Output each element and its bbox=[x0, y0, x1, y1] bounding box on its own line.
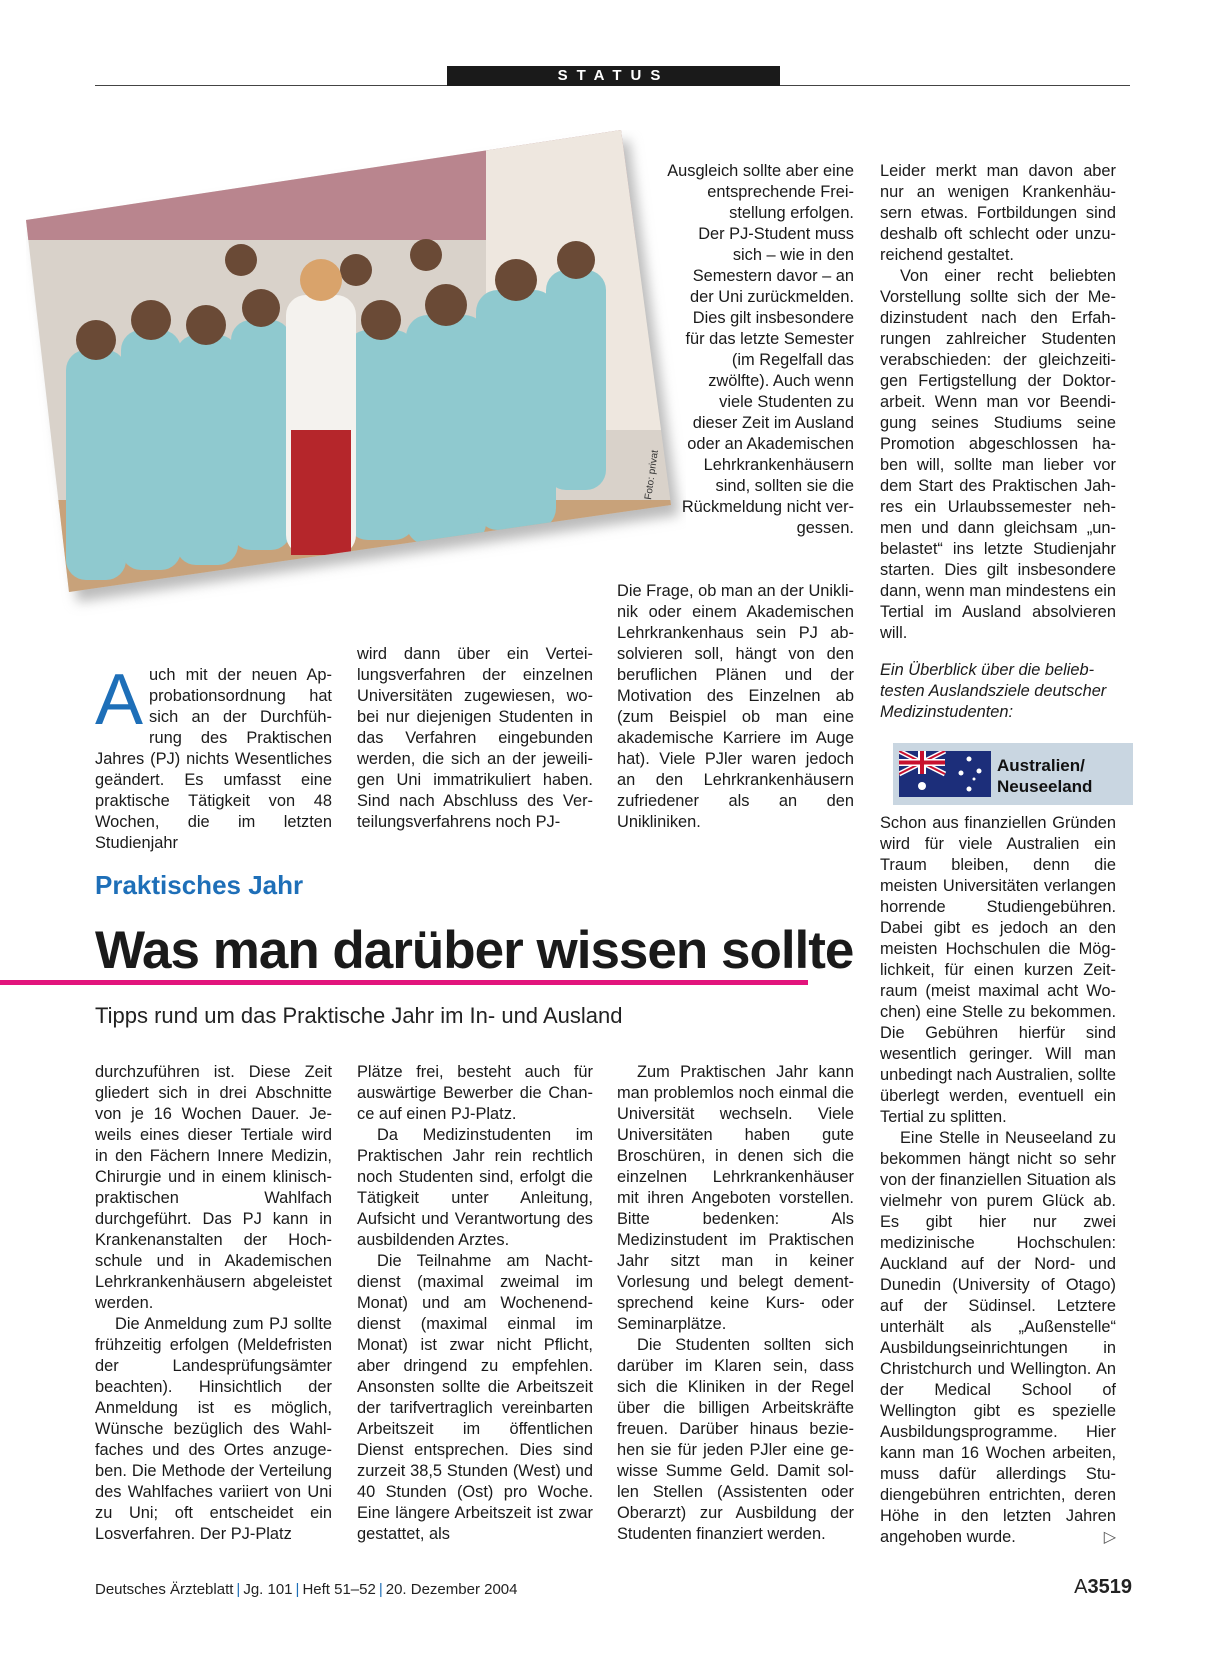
journal-issue: Heft 51–52 bbox=[302, 1581, 376, 1598]
journal-volume: Jg. 101 bbox=[243, 1581, 293, 1598]
column-2-bottom bbox=[357, 1062, 593, 1545]
column-4-top bbox=[880, 161, 1116, 644]
column-3-top-a bbox=[660, 161, 854, 224]
paragraph: Da Medizinstudenten im Praktischen Jahr rein rechtlich noch Studenten sind, erfolgt die Tätigkeit unter Anleitung, Aufsicht und Verantwortung des ausbildenden Arztes. bbox=[357, 1126, 593, 1249]
page-number: A3519 bbox=[1074, 1576, 1132, 1598]
footer-citation: Deutsches Ärzteblatt | Jg. 101 | Heft 51–52 | 20. Dezember 2004 bbox=[95, 1581, 518, 1598]
paragraph: durchzuführen ist. Diese Zeit gliedert sich in drei Abschnitte von je 16 Wochen Dauer. Jeweils eines dieser Tertiale wird in den Fächern Innere Medizin, Chirurgie und in einem klinisch-praktischen Wahlfach durchgeführt. Das PJ kann in Krankenanstalten der Hochschule und in Akademischen Lehrkrankenhäusern abgeleistet werden. bbox=[95, 1063, 332, 1312]
paragraph: Ausgleich sollte aber eine entsprechende Freistellung erfolgen. bbox=[667, 162, 854, 222]
paragraph: Eine Stelle in Neuseeland zu bekommen hängt nicht so sehr von der finanziellen Situation als vielmehr von purem Glück ab. Es gibt hier nur zwei medizinische Hochschulen: Auckland auf der Nord- und Dunedin (University of Otago) auf der Südinsel. Letztere unterhält als „Außenstelle“ Ausbildungseinrichtungen in Christchurch und Wellington. An der Medical School of Wellington gibt es spezielle Ausbildungsprogramme. Hier kann man 16 Wochen arbeiten, muss dafür allerdings Studiengebühren entrichten, deren Höhe in den letzten Jahren angehoben wurde. ▷ bbox=[880, 1129, 1116, 1546]
column-3-top-b bbox=[675, 224, 854, 539]
continued-arrow-icon: ▷ bbox=[1103, 1529, 1116, 1546]
section-label: STATUS bbox=[447, 66, 780, 86]
photo-credit: Foto: privat bbox=[643, 449, 661, 501]
column-3-top-c bbox=[617, 581, 854, 833]
column-1-top bbox=[95, 660, 332, 854]
drop-cap: A bbox=[95, 660, 144, 740]
paragraph: wird dann über ein Verteilungsverfahren der einzelnen Universitäten zugewiesen, wobei nur diejenigen Studenten in das Verfahren eingebunden werden, die sich an der jeweiligen Uni immatrikuliert haben. Sind nach Abschluss des Verteilungsverfahrens noch PJ- bbox=[357, 645, 593, 831]
column-1-bottom bbox=[95, 1062, 332, 1545]
group-photo-image bbox=[26, 130, 686, 642]
article-headline: Was man darüber wissen sollte bbox=[95, 921, 854, 980]
paragraph: Leider merkt man davon aber nur an wenigen Krankenhäusern etwas. Fortbildungen sind deshalb oft schlecht oder unzureichend gestaltet. bbox=[880, 162, 1116, 264]
paragraph: Der PJ-Student muss sich – wie in den Semestern davor – an der Uni zurückmelden. Dies gilt insbesondere für das letzte Semester (im Regelfall das zwölfte). Auch wenn viele Studenten zu dieser Zeit im Ausland oder an Akademischen Lehrkrankenhäusern sind, sollten sie die Rückmeldung nicht vergessen. bbox=[681, 225, 854, 537]
paragraph: Zum Praktischen Jahr kann man problemlos noch einmal die Universität wechseln. Viele Universitäten haben gute Broschüren, in denen sich die einzelnen Lehrkrankenhäuser mit ihren Angeboten vorstellen. Bitte bedenken: Als Medizinstudent im Praktischen Jahr sitzt man in keiner Vorlesung und belegt dementsprechend keine Kurs- oder Seminarplätze. bbox=[617, 1063, 854, 1333]
paragraph: Von einer recht beliebten Vorstellung sollte sich der Medizinstudent nach den Erfahrungen zahlreicher Studenten verabschieden: der gleichzeitigen Fertigstellung der Doktorarbeit. Wenn man vor Beendigung seines Studiums seine Promotion abgeschlossen haben will, sollte man lieber vor dem Start des Praktischen Jahres ein Urlaubssemester nehmen und dann gleichsam „unbelastet“ ins letzte Studienjahr starten. Dies gilt insbesondere dann, wenn man mindestens ein Tertial im Ausland absolvieren will. bbox=[880, 267, 1116, 642]
column-4-bottom bbox=[880, 813, 1116, 1548]
paragraph: Die Frage, ob man an der Uniklinik oder einem Akademischen Lehrkrankenhaus sein PJ absolvieren soll, hängt von den beruflichen Plänen und der Motivation des Einzelnen ab (zum Beispiel ob man eine akademische Karriere im Auge hat). Viele PJler waren jedoch an den Lehrkrankenhäusern zufriedener als an den Unikliniken. bbox=[617, 582, 854, 831]
destinations-intro: Ein Überblick über die beliebtesten Auslandsziele deutscher Medizinstudenten: bbox=[880, 661, 1107, 721]
article-subtitle: Tipps rund um das Praktische Jahr im In- und Ausland bbox=[95, 1003, 623, 1028]
headline-rule bbox=[0, 980, 808, 985]
column-2-top bbox=[357, 644, 593, 833]
paragraph: Die Teilnahme am Nachtdienst (maximal zweimal im Monat) und am Wochenenddienst (maximal einmal im Monat) ist zwar nicht Pflicht, aber dringend zu empfehlen. Ansonsten sollte die Arbeitszeit der tarifvertraglich vereinbarten Arbeitszeit im öffentlichen Dienst entsprechen. Dies sind zurzeit 38,5 Stunden (West) und 40 Stunden (Ost) pro Woche. Eine längere Arbeitszeit ist zwar gestattet, als bbox=[357, 1252, 593, 1543]
destination-title: Australien/ Neuseeland bbox=[997, 756, 1093, 796]
destination-box bbox=[893, 743, 1133, 805]
paragraph: Die Anmeldung zum PJ sollte frühzeitig erfolgen (Meldefristen der Landesprüfungsämter beachten). Hinsichtlich der Anmeldung ist es möglich, Wünsche bezüglich des Wahlfaches und des Ortes anzugeben. Die Methode der Verteilung des Wahlfaches variiert von Uni zu Uni; oft entscheidet ein Losverfahren. Der PJ-Platz bbox=[95, 1315, 332, 1543]
paragraph: Schon aus finanziellen Gründen wird für viele Australien ein Traum bleiben, denn die meisten Universitäten verlangen horrende Studiengebühren. Dabei gibt es jedoch an den meisten Hochschulen die Möglichkeit, für einen kurzen Zeitraum (meist maximal acht Wochen) eine Stelle zu bekommen. Die Gebühren hierfür sind wesentlich geringer. Will man unbedingt nach Australien, sollte überlegt werden, eventuell ein Tertial zu splitten. bbox=[880, 814, 1117, 1126]
lead-paragraph: uch mit der neuen Approbationsordnung hat sich an der Durchführung des Praktischen Jahres (PJ) nichts Wesentliches geändert. Es umfasst eine praktische Tätigkeit von 48 Wochen, die im letzten Studienjahr bbox=[95, 666, 332, 852]
journal-date: 20. Dezember 2004 bbox=[385, 1581, 518, 1598]
australia-flag-icon bbox=[899, 751, 991, 797]
paragraph: Die Studenten sollten sich darüber im Klaren sein, dass sich die Kliniken in der Regel über die billigen Arbeitskräfte freuen. Darüber hinaus beziehen sie für jeden PJler eine gewisse Summe Geld. Damit sollen Stellen (Assistenten oder Oberarzt) zur Ausbildung der Studenten finanziert werden. bbox=[617, 1336, 854, 1543]
journal-name: Deutsches Ärzteblatt bbox=[95, 1581, 234, 1598]
column-3-bottom bbox=[617, 1062, 854, 1545]
paragraph: Plätze frei, besteht auch für auswärtige Bewerber die Chance auf einen PJ-Platz. bbox=[357, 1063, 593, 1123]
article-kicker: Praktisches Jahr bbox=[95, 870, 304, 900]
article-photo bbox=[26, 130, 686, 642]
